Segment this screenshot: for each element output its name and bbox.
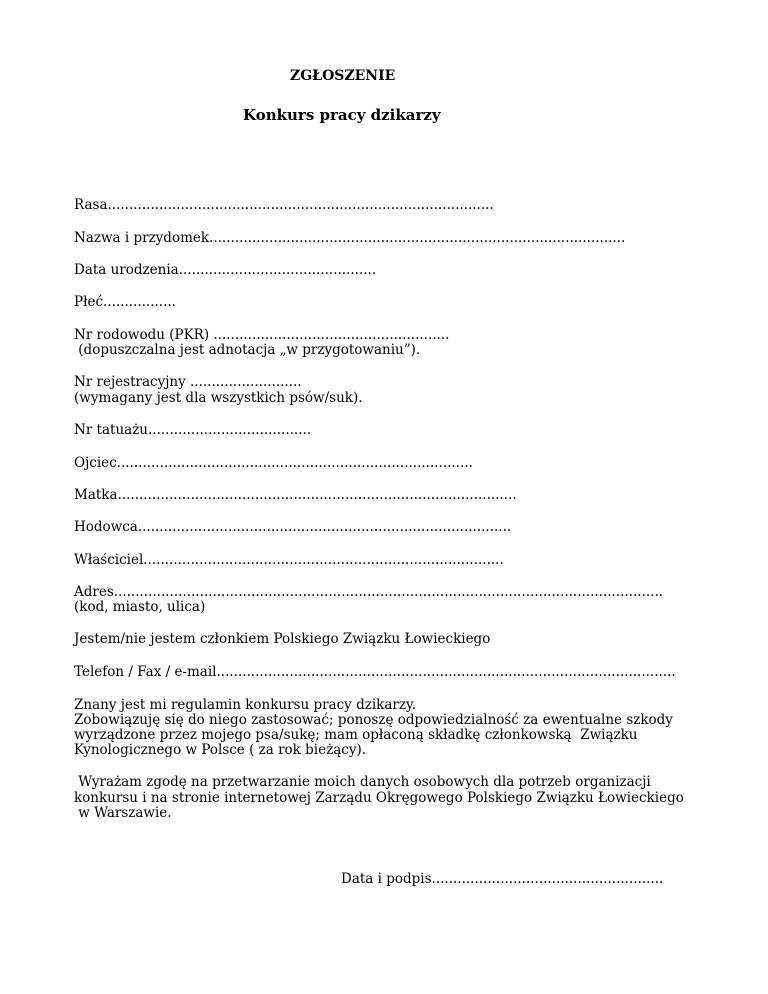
- field-nazwa[interactable]: Nazwa i przydomek.................................................................................................: [74, 230, 626, 246]
- field-wlasciciel[interactable]: Właściciel....................................................................................: [74, 552, 504, 568]
- consent-line-1: Wyrażam zgodę na przetwarzanie moich danych osobowych dla potrzeb organizacji: [74, 774, 651, 790]
- consent-line-3: w Warszawie.: [74, 805, 172, 821]
- declaration-line-1: Znany jest mi regulamin konkursu pracy dzikarzy.: [74, 697, 417, 713]
- field-data-urodzenia[interactable]: Data urodzenia..............................................: [74, 262, 377, 278]
- declaration-line-3: wyrządzone przez mojego psa/sukę; mam opłaconą składkę członkowską Związku: [74, 727, 638, 743]
- form-title: ZGŁOSZENIE: [290, 68, 396, 84]
- field-ojciec[interactable]: Ojciec...................................................................................: [74, 455, 473, 471]
- field-kontakt[interactable]: Telefon / Fax / e-mail...........................................................................................................: [74, 664, 676, 680]
- field-nr-rejestracyjny-note: (wymagany jest dla wszystkich psów/suk).: [74, 390, 363, 406]
- field-nr-rodowodu[interactable]: Nr rodowodu (PKR) .......................................................: [74, 327, 450, 343]
- field-adres-note: (kod, miasto, ulica): [74, 599, 206, 615]
- form-subtitle: Konkurs pracy dzikarzy: [243, 106, 441, 124]
- field-nr-rodowodu-note: (dopuszczalna jest adnotacja „w przygotowaniu”).: [74, 342, 421, 358]
- field-nr-tatuazu[interactable]: Nr tatuażu......................................: [74, 422, 312, 438]
- field-matka[interactable]: Matka.............................................................................................: [74, 487, 517, 503]
- field-hodowca[interactable]: Hodowca.......................................................................................: [74, 519, 512, 535]
- signature-field[interactable]: Data i podpis......................................................: [341, 871, 664, 887]
- consent-line-2: konkursu i na stronie internetowej Zarządu Okręgowego Polskiego Związku Łowieckiego: [74, 790, 684, 806]
- field-czlonek: Jestem/nie jestem członkiem Polskiego Związku Łowieckiego: [74, 631, 491, 647]
- field-rasa[interactable]: Rasa..........................................................................................: [74, 197, 494, 213]
- field-adres[interactable]: Adres................................................................................................................................: [74, 584, 664, 600]
- field-plec[interactable]: Płeć.................: [74, 294, 176, 310]
- declaration-line-4: Kynologicznego w Polsce ( za rok bieżący).: [74, 742, 367, 758]
- declaration-line-2: Zobowiązuję się do niego zastosować; ponoszę odpowiedzialność za ewentualne szkody: [74, 712, 673, 728]
- field-nr-rejestracyjny[interactable]: Nr rejestracyjny ..........................: [74, 374, 302, 390]
